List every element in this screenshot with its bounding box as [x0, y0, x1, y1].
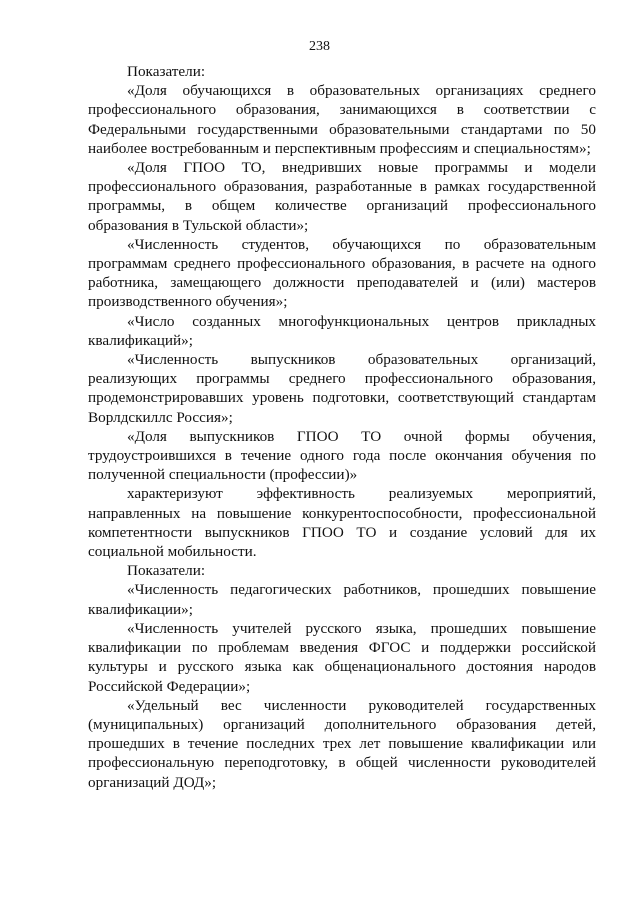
- indicator-paragraph: «Доля ГПОО ТО, внедривших новые программы и модели профессионального образования, разработанные в рамках государственной программы, в общем количестве организаций профессионального образования в Тульской области»;: [88, 159, 596, 234]
- body-text: [88, 62, 596, 792]
- page-number: 238: [309, 39, 330, 54]
- indicator-paragraph: «Число созданных многофункциональных центров прикладных квалификаций»;: [88, 312, 596, 349]
- summary-paragraph: характеризуют эффективность реализуемых мероприятий, направленных на повышение конкурентоспособности, профессиональной компетентности выпускников ГПОО ТО и создание условий для их социальной мобильности.: [88, 485, 596, 561]
- indicator-paragraph: «Численность педагогических работников, прошедших повышение квалификации»;: [88, 581, 596, 618]
- indicator-paragraph: «Численность студентов, обучающихся по образовательным программам среднего профессионального образования, в расчете на одного работника, замещающего должности преподавателей и (или) мастеров производственного обучения»;: [88, 235, 596, 311]
- indicator-paragraph: «Численность выпускников образовательных организаций, реализующих программы среднего профессионального образования, продемонстрировавших уровень подготовки, соответствующий стандартам Ворлдскиллс Россия»;: [88, 351, 596, 426]
- indicators-heading: Показатели:: [127, 63, 206, 80]
- indicators-heading: Показатели:: [127, 562, 206, 580]
- indicator-paragraph: «Доля выпускников ГПОО ТО очной формы обучения, трудоустроившихся в течение одного года после окончания обучения по полученной специальности (профессии)»: [88, 427, 596, 484]
- indicator-paragraph: «Доля обучающихся в образовательных организациях среднего профессионального образования, занимающихся в соответствии с Федеральными государственными образовательными стандартами по 50 наиболее востребованным и перспективным профессиям и специальностям»;: [88, 82, 596, 157]
- indicator-paragraph: «Численность учителей русского языка, прошедших повышение квалификации по проблемам введения ФГОС и поддержки российской культуры и русского языка как общенационального достояния народов Российской Федерации»;: [88, 619, 596, 695]
- indicator-paragraph: «Удельный вес численности руководителей государственных (муниципальных) организаций дополнительного образования детей, прошедших в течение последних трех лет повышение квалификации или профессиональную переподготовку, в общей численности руководителей организаций ДОД»;: [88, 696, 596, 791]
